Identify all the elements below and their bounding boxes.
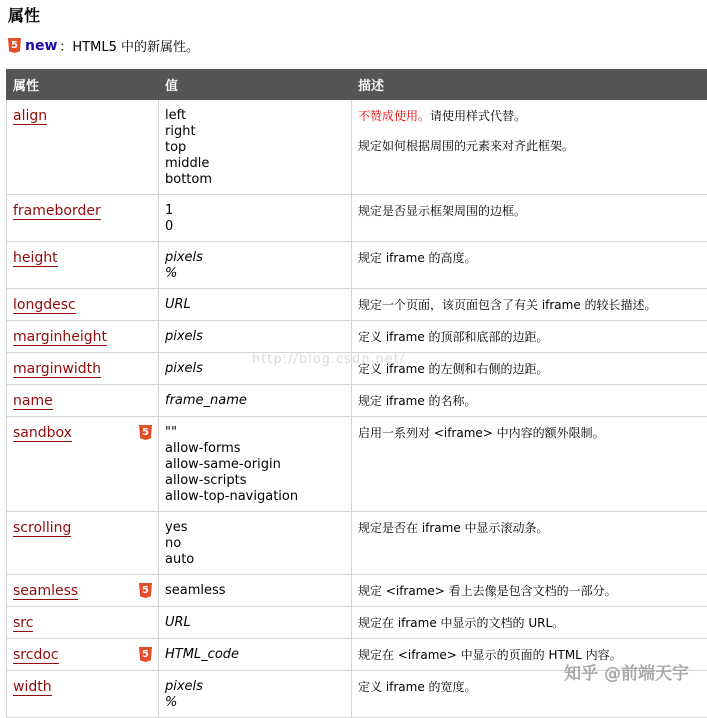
description-text: 规定 <iframe> 看上去像是包含文档的一部分。 (358, 583, 701, 599)
value-item: URL (165, 297, 345, 313)
table-row (7, 353, 707, 385)
value-item: 0 (165, 219, 345, 235)
page-title: 属性 (8, 3, 40, 26)
header-attribute: 属性 (7, 70, 159, 100)
attribute-cell (7, 512, 159, 575)
value-item: "" (165, 425, 345, 441)
table-row (7, 512, 707, 575)
value-cell (159, 671, 352, 718)
description-cell (352, 671, 707, 718)
table-row (7, 671, 707, 718)
value-item: % (165, 695, 345, 711)
value-cell (159, 195, 352, 242)
description-cell (352, 289, 707, 321)
value-cell (159, 289, 352, 321)
description-cell (352, 639, 707, 671)
value-cell (159, 385, 352, 417)
value-cell (159, 353, 352, 385)
html5-icon (139, 647, 152, 662)
value-item: 1 (165, 203, 345, 219)
value-cell (159, 100, 352, 195)
attribute-cell (7, 639, 159, 671)
value-cell (159, 417, 352, 512)
attribute-cell (7, 100, 159, 195)
description-cell (352, 353, 707, 385)
value-cell (159, 242, 352, 289)
attributes-table (6, 69, 707, 718)
value-item: allow-top-navigation (165, 489, 345, 505)
attribute-cell (7, 321, 159, 353)
description-cell (352, 195, 707, 242)
attribute-cell (7, 607, 159, 639)
attribute-link-width[interactable]: width (13, 679, 52, 696)
value-cell (159, 575, 352, 607)
description-cell (352, 607, 707, 639)
table-row (7, 289, 707, 321)
value-item: no (165, 536, 345, 552)
value-item: bottom (165, 172, 345, 188)
new-keyword: new (25, 38, 57, 54)
value-cell (159, 321, 352, 353)
attribute-link-marginheight[interactable]: marginheight (13, 329, 107, 346)
description-text: 定义 iframe 的顶部和底部的边距。 (358, 329, 701, 345)
description-text: 规定一个页面，该页面包含了有关 iframe 的较长描述。 (358, 297, 701, 313)
attribute-cell (7, 242, 159, 289)
description-text: 定义 iframe 的宽度。 (358, 679, 701, 695)
table-row (7, 607, 707, 639)
value-item: yes (165, 520, 345, 536)
value-item: pixels (165, 679, 345, 695)
description-cell (352, 417, 707, 512)
description-cell (352, 385, 707, 417)
description-text: 规定在 iframe 中显示的文档的 URL。 (358, 615, 701, 631)
attribute-link-marginwidth[interactable]: marginwidth (13, 361, 101, 378)
table-row (7, 195, 707, 242)
table-row (7, 639, 707, 671)
value-item: pixels (165, 361, 345, 377)
value-item: % (165, 266, 345, 282)
attribute-cell (7, 575, 159, 607)
value-cell (159, 639, 352, 671)
attribute-link-srcdoc[interactable]: srcdoc (13, 647, 59, 664)
table-row (7, 321, 707, 353)
csdn-watermark: http://blog.csdn.net/ (252, 352, 405, 367)
header-description: 描述 (352, 70, 707, 100)
table-header-row (7, 70, 707, 100)
html5-icon (139, 425, 152, 440)
attribute-link-frameborder[interactable]: frameborder (13, 203, 101, 220)
new-attribute-note (8, 36, 199, 55)
table-row (7, 575, 707, 607)
description-text: 规定 iframe 的名称。 (358, 393, 701, 409)
description-cell (352, 321, 707, 353)
value-item: HTML_code (165, 647, 345, 663)
attribute-cell (7, 289, 159, 321)
attribute-link-scrolling[interactable]: scrolling (13, 520, 71, 537)
value-cell (159, 607, 352, 639)
description-text: 规定是否在 iframe 中显示滚动条。 (358, 520, 701, 536)
attribute-cell (7, 671, 159, 718)
new-note-text: ：HTML5 中的新属性。 (59, 36, 199, 55)
html5-icon (8, 38, 21, 53)
attribute-cell (7, 195, 159, 242)
value-item: left (165, 108, 345, 124)
value-cell (159, 512, 352, 575)
table-row (7, 417, 707, 512)
value-item: top (165, 140, 345, 156)
table-row (7, 385, 707, 417)
value-item: URL (165, 615, 345, 631)
value-item: frame_name (165, 393, 345, 409)
description-text: 规定在 <iframe> 中显示的页面的 HTML 内容。 (358, 647, 701, 663)
attribute-cell (7, 353, 159, 385)
attribute-cell (7, 385, 159, 417)
description-text: 启用一系列对 <iframe> 中内容的额外限制。 (358, 425, 701, 441)
description-text: 规定如何根据周围的元素来对齐此框架。 (358, 138, 701, 154)
attribute-cell (7, 417, 159, 512)
description-cell (352, 512, 707, 575)
value-item: right (165, 124, 345, 140)
attribute-link-seamless[interactable]: seamless (13, 583, 78, 600)
value-item: allow-same-origin (165, 457, 345, 473)
description-cell (352, 242, 707, 289)
table-row (7, 242, 707, 289)
value-item: middle (165, 156, 345, 172)
header-value: 值 (159, 70, 352, 100)
value-item: seamless (165, 583, 345, 599)
description-cell (352, 100, 707, 195)
description-text: 规定是否显示框架周围的边框。 (358, 203, 701, 219)
description-text: 规定 iframe 的高度。 (358, 250, 701, 266)
zhihu-watermark: 知乎 @前端天宇 (564, 659, 689, 684)
attribute-link-name[interactable]: name (13, 393, 53, 410)
description-cell (352, 575, 707, 607)
deprecation-note (358, 108, 701, 124)
attribute-link-sandbox[interactable]: sandbox (13, 425, 72, 442)
value-item: pixels (165, 250, 345, 266)
value-item: pixels (165, 329, 345, 345)
attribute-link-height[interactable]: height (13, 250, 58, 267)
description-text: 定义 iframe 的左侧和右侧的边距。 (358, 361, 701, 377)
value-item: auto (165, 552, 345, 568)
attribute-link-src[interactable]: src (13, 615, 33, 632)
deprecated-advice: 请使用样式代替。 (430, 109, 526, 123)
table-row (7, 100, 707, 195)
value-item: allow-scripts (165, 473, 345, 489)
attribute-link-longdesc[interactable]: longdesc (13, 297, 76, 314)
html5-icon (139, 583, 152, 598)
deprecated-label: 不赞成使用。 (358, 109, 430, 123)
attribute-link-align[interactable]: align (13, 108, 47, 125)
value-item: allow-forms (165, 441, 345, 457)
